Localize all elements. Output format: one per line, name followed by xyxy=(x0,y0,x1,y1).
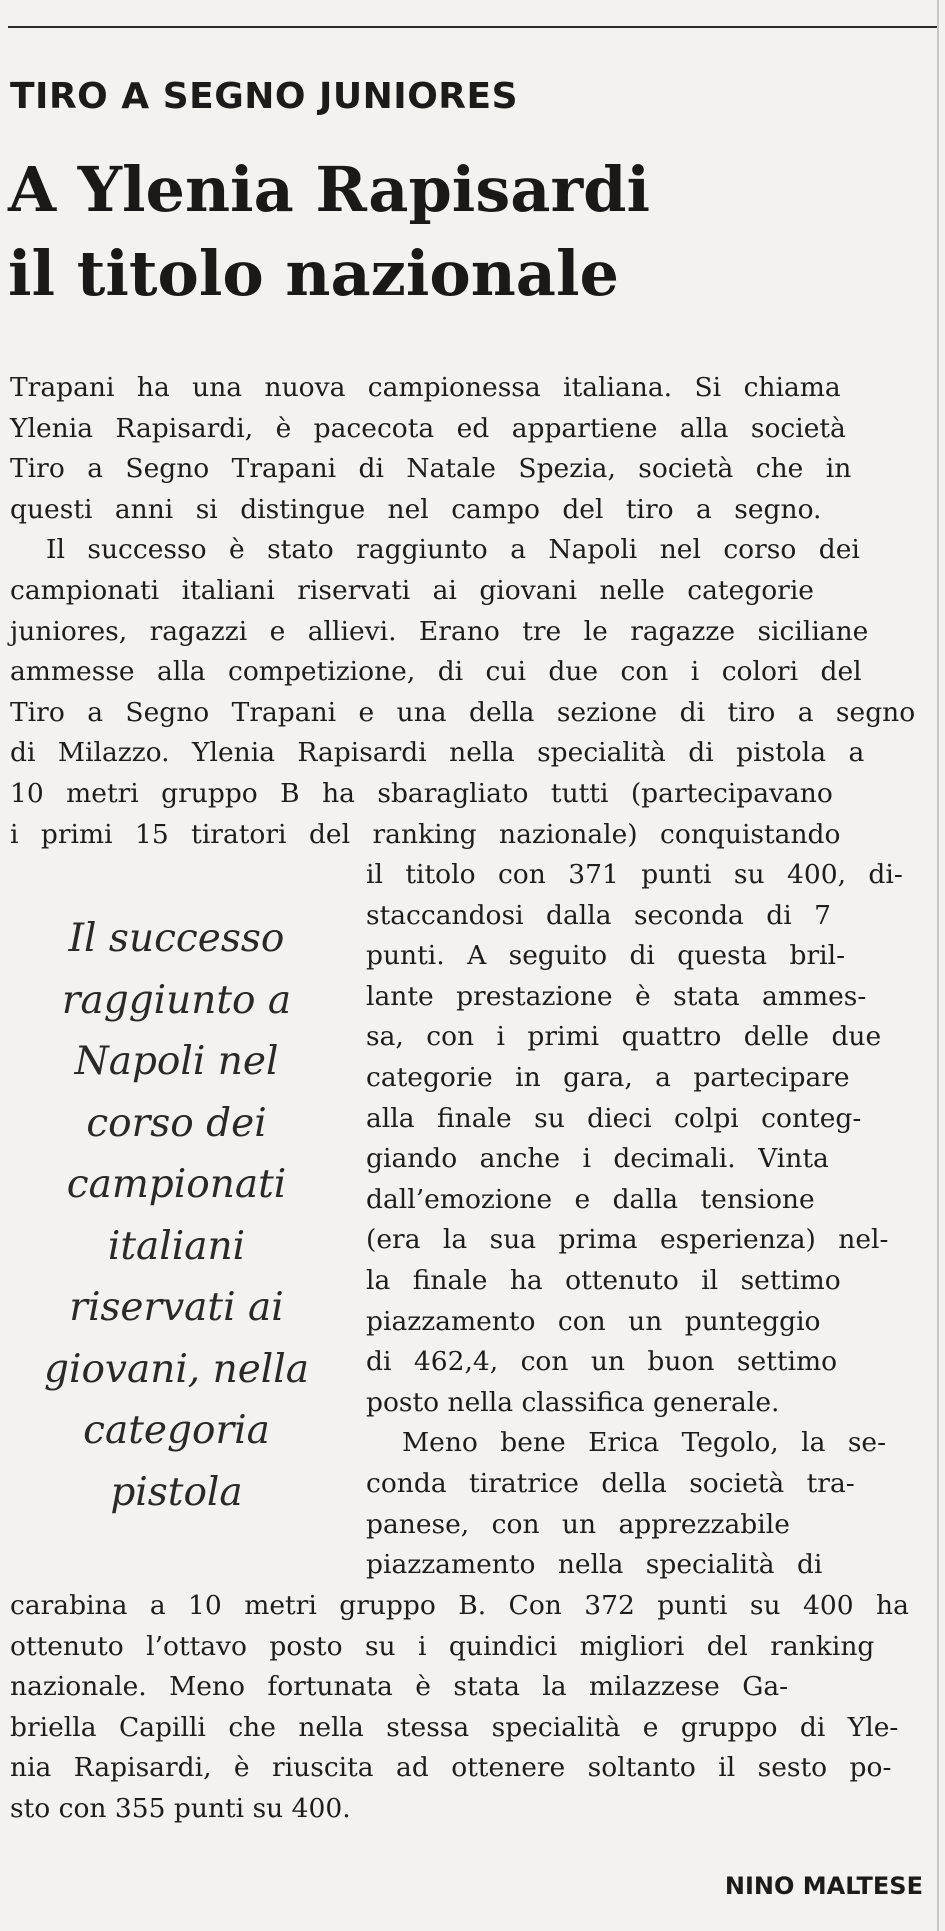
body-text-line: di Milazzo. Ylenia Rapisardi nella specialità di pistola a xyxy=(10,737,865,769)
body-text-line: piazzamento nella specialità di xyxy=(366,1549,823,1581)
headline-line: il titolo nazionale xyxy=(8,237,619,310)
pull-quote-line: riservati ai xyxy=(69,1285,284,1330)
headline-line: A Ylenia Rapisardi xyxy=(8,153,651,226)
pull-quote-line: pistola xyxy=(110,1469,243,1515)
body-text-line: sto con 355 punti su 400. xyxy=(10,1793,351,1824)
page-edge xyxy=(937,0,939,1931)
pull-quote xyxy=(14,908,339,1523)
body-text-line: nazionale. Meno fortunata è stata la milazzese Ga- xyxy=(10,1671,789,1703)
body-text-line: staccandosi dalla seconda di 7 xyxy=(366,899,832,931)
top-rule xyxy=(8,26,938,28)
pull-quote-line: Napoli nel xyxy=(74,1039,279,1084)
body-text-line: Meno bene Erica Tegolo, la se- xyxy=(402,1427,887,1459)
body-text-line: Trapani ha una nuova campionessa italiana. Si chiama xyxy=(10,372,841,403)
body-text-line: di 462,4, con un buon settimo xyxy=(366,1346,838,1378)
pull-quote-line: corso dei xyxy=(86,1100,267,1146)
body-text-line: Tiro a Segno Trapani di Natale Spezia, società che in xyxy=(10,453,852,485)
pull-quote-line: italiani xyxy=(107,1223,246,1269)
pull-quote-line: campionati xyxy=(66,1162,287,1207)
pull-quote-line: categoria xyxy=(83,1408,270,1453)
body-text-line: 10 metri gruppo B ha sbaragliato tutti (partecipavano xyxy=(10,778,833,809)
body-text-line: Tiro a Segno Trapani e una della sezione di tiro a segno xyxy=(10,696,916,728)
body-text-line: campionati italiani riservati ai giovani nelle categorie xyxy=(10,575,814,606)
body-text-line: dall’emozione e dalla tensione xyxy=(366,1183,815,1215)
body-text-line: punti. A seguito di questa bril- xyxy=(366,940,846,972)
body-text-line: la finale ha ottenuto il settimo xyxy=(366,1265,841,1296)
body-text-line: questi anni si distingue nel campo del tiro a segno. xyxy=(10,493,822,525)
body-text-line: alla finale su dieci colpi conteg- xyxy=(366,1102,862,1134)
body-text-line: giando anche i decimali. Vinta xyxy=(366,1143,829,1175)
headline xyxy=(8,148,768,316)
body-text-line: carabina a 10 metri gruppo B. Con 372 punti su 400 ha xyxy=(10,1590,909,1621)
body-text-line: il titolo con 371 punti su 400, di- xyxy=(366,859,903,890)
body-text-line: sa, con i primi quattro delle due xyxy=(366,1021,882,1053)
byline: NINO MALTESE xyxy=(724,1872,923,1900)
body-text-line: Ylenia Rapisardi, è pacecota ed appartiene alla società xyxy=(10,412,846,444)
body-text-line: categorie in gara, a partecipare xyxy=(366,1062,850,1093)
body-text-line: ottenuto l’ottavo posto su i quindici migliori del ranking xyxy=(10,1630,875,1662)
body-text-line: Il successo è stato raggiunto a Napoli nel corso dei xyxy=(46,534,860,566)
body-text-line: nia Rapisardi, è riuscita ad ottenere soltanto il sesto po- xyxy=(10,1752,892,1784)
body-text-line: piazzamento con un punteggio xyxy=(366,1305,821,1337)
body-text-line: briella Capilli che nella stessa specialità e gruppo di Yle- xyxy=(10,1711,899,1743)
body-text-line: conda tiratrice della società tra- xyxy=(366,1468,855,1499)
body-text-line: ammesse alla competizione, di cui due con i colori del xyxy=(10,656,862,688)
pull-quote-line: Il successo xyxy=(68,916,285,961)
body-text-line: posto nella classifica generale. xyxy=(366,1386,780,1418)
section-kicker: TIRO A SEGNO JUNIORES xyxy=(10,76,519,117)
body-text-line: panese, con un apprezzabile xyxy=(366,1508,790,1540)
body-text-line: i primi 15 tiratori del ranking nazionale) conquistando xyxy=(10,818,841,850)
pull-quote-line: giovani, nella xyxy=(44,1346,309,1392)
body-text-line: (era la sua prima esperienza) nel- xyxy=(366,1224,889,1256)
body-text-line: lante prestazione è stata ammes- xyxy=(366,980,867,1012)
body-text-line: juniores, ragazzi e allievi. Erano tre le ragazze siciliane xyxy=(10,615,869,647)
pull-quote-line: raggiunto a xyxy=(61,977,292,1023)
